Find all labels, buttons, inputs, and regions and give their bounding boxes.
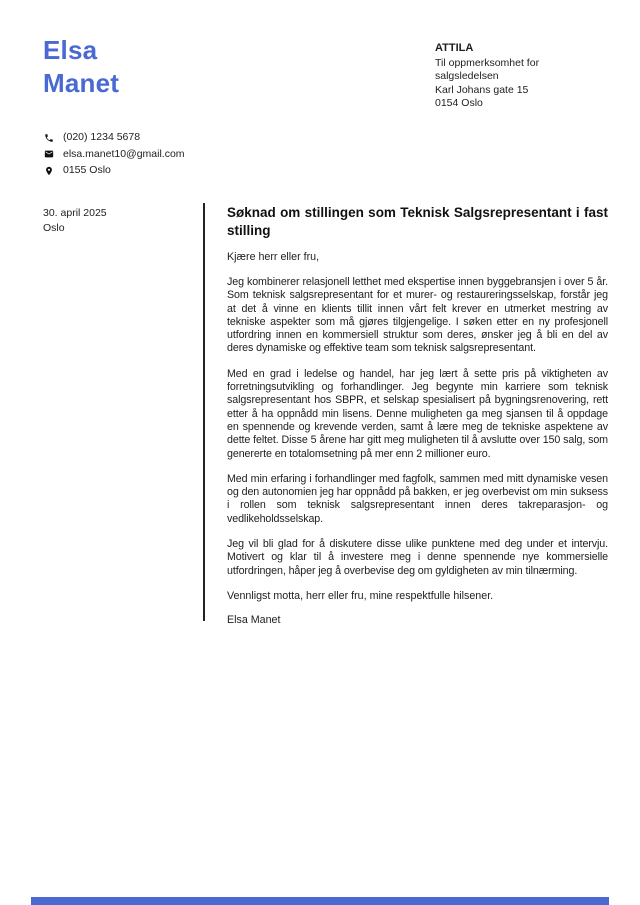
sender-first-name: Elsa	[43, 35, 98, 65]
letter-area	[43, 203, 608, 626]
contact-location-row	[44, 163, 185, 179]
letter-greeting: Kjære herr eller fru,	[227, 251, 320, 263]
footer-accent-bar	[31, 897, 609, 905]
recipient-line: Karl Johans gate 15	[435, 83, 529, 96]
letter-place: Oslo	[43, 222, 65, 234]
letter-paragraph: Med en grad i ledelse og handel, har jeg lært å sette pris på viktigheten av forretningsutvikling og forhandlinger. Jeg begynte min karriere som teknisk salgsrepresentant hos SBPR, et selskap spesialisert på bygningsrenovering, rett etter å ha oppnådd min lisens. Denne muligheten ga meg sjansen til å oppdage en spennende og krevende verden, samt å lære meg de tekniske aspektene av dette feltet. Disse 5 årene har gitt meg muligheten til å avslutte over 150 salg, som genererte en totalomsetning på mer enn 2 millioner euro.	[227, 367, 608, 460]
letter-paragraph: Jeg kombinerer relasjonell letthet med ekspertise innen byggebransjen i over 5 år. Som teknisk salgsrepresentant for et murer- og restaureringsselskap, forstår jeg at det å vinne en klients tillit innen vårt felt krever en utmerket mestring av tekniske aspekter som må gjøres tilgjengelige. I søken etter en ny profesjonell utfordring innen en kommersiell struktur som deres, ønsker jeg å bli en del av deres dynamiske og effektive team som teknisk salgsrepresentant.	[227, 276, 608, 355]
recipient-line: salgsledelsen	[435, 70, 499, 82]
contact-phone: (020) 1234 5678	[63, 131, 141, 143]
map-pin-icon	[44, 166, 54, 176]
date-block	[43, 203, 203, 236]
envelope-icon	[44, 149, 54, 159]
contact-phone-row	[44, 130, 185, 146]
contact-email: elsa.manet10@gmail.com	[63, 147, 185, 160]
letter-paragraph: Med min erfaring i forhandlinger med fagfolk, sammen med mitt dynamiske vesen og den autonomien jeg har oppnådd på bakken, er jeg overbevist om min suksess i rollen som teknisk salgsrepresentant innen deres takreparasjon- og vedlikeholdsselskap.	[227, 472, 608, 525]
letter-closing: Vennligst motta, herr eller fru, mine respektfulle hilsener.	[227, 589, 494, 602]
recipient-line: 0154 Oslo	[435, 97, 483, 109]
letter-paragraph: Jeg vil bli glad for å diskutere disse ulike punktene med deg under et intervju. Motivert og klar til å investere meg i denne spennende nye kommersielle utfordringen, håper jeg å overbevise deg om gyldigheten av min tilnærming.	[227, 538, 608, 577]
recipient-block	[435, 42, 600, 111]
contact-email-row	[44, 147, 185, 163]
letter-date: 30. april 2025	[43, 207, 107, 219]
letter-signature: Elsa Manet	[227, 613, 281, 626]
letter-body	[205, 203, 608, 626]
phone-icon	[44, 133, 54, 143]
recipient-line: Til oppmerksomhet for	[435, 56, 540, 69]
contact-block	[44, 130, 185, 180]
contact-location: 0155 Oslo	[63, 164, 111, 176]
sender-last-name: Manet	[43, 68, 120, 98]
letter-subject: Søknad om stillingen som Teknisk Salgsrepresentant i fast stilling	[227, 205, 608, 238]
recipient-company: ATTILA	[435, 42, 474, 54]
sender-name	[43, 34, 119, 100]
